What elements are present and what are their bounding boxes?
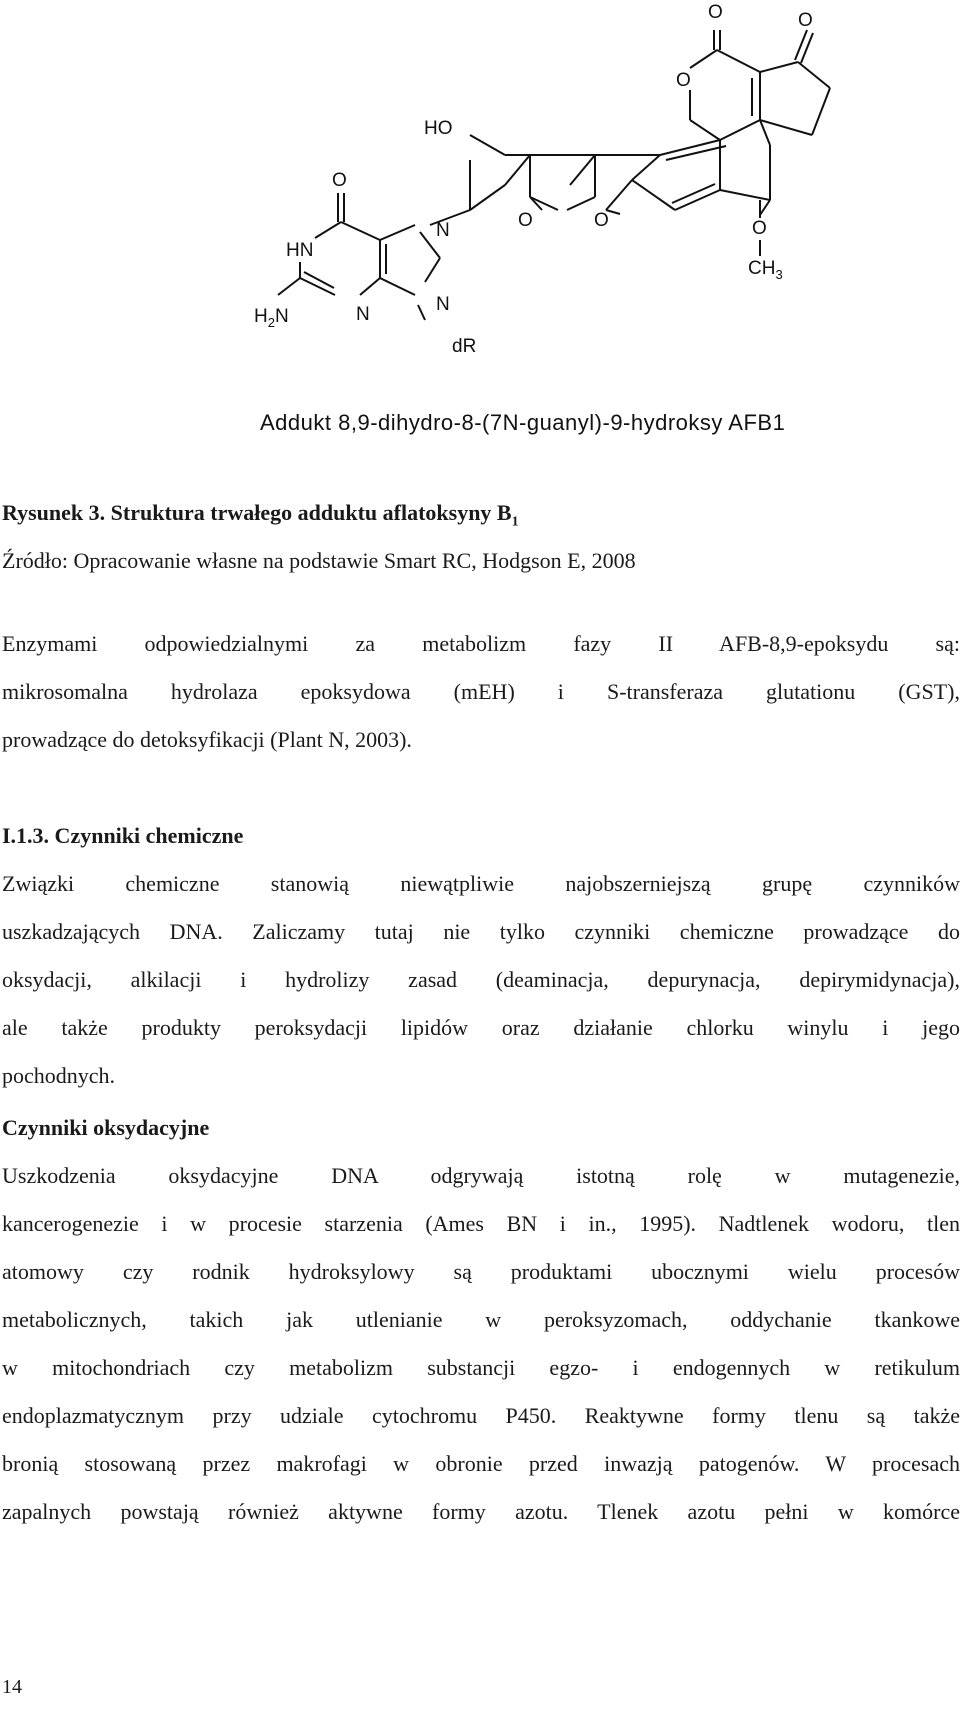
atom-o: O xyxy=(518,210,533,231)
paragraph-chemical-factors xyxy=(2,860,960,1100)
text-line: mikrosomalna hydrolaza epoksydowa (mEH) i S-transferaza glutationu (GST), xyxy=(2,679,960,704)
text-line: Uszkodzenia oksydacyjne DNA odgrywają istotną rolę w mutagenezie, xyxy=(2,1163,960,1188)
paragraph-oxidative xyxy=(2,1152,960,1536)
subheading-oxidative: Czynniki oksydacyjne xyxy=(2,1115,210,1140)
text-line: zapalnych powstają również aktywne formy azotu. Tlenek azotu pełni w komórce xyxy=(2,1499,960,1524)
text-line: Enzymami odpowiedzialnymi za metabolizm fazy II AFB-8,9-epoksydu są: xyxy=(2,631,960,656)
text-line: kancerogenezie i w procesie starzenia (Ames BN i in., 1995). Nadtlenek wodoru, tlen xyxy=(2,1211,960,1236)
text-line: bronią stosowaną przez makrofagi w obronie przed inwazją patogenów. W procesach xyxy=(2,1451,960,1476)
text-line: endoplazmatycznym przy udziale cytochromu P450. Reaktywne formy tlenu są także xyxy=(2,1403,960,1428)
atom-n: N xyxy=(436,294,450,315)
atom-o: O xyxy=(332,170,347,191)
page-number: 14 xyxy=(2,1676,22,1698)
atom-h2n: $H_2N$ xyxy=(254,306,289,330)
atom-o: O xyxy=(798,10,813,31)
atom-o: O xyxy=(594,210,609,231)
compound-name: Addukt 8,9-dihydro-8-(7N-guanyl)-9-hydroksy AFB1 xyxy=(260,410,786,435)
text-line: prowadzące do detoksyfikacji (Plant N, 2003). xyxy=(2,727,412,752)
text-line: pochodnych. xyxy=(2,1063,116,1088)
atom-n: N xyxy=(436,220,450,241)
atom-hn: HN xyxy=(286,240,314,261)
figure-caption: Rysunek 3. Struktura trwałego adduktu aflatoksyny $B_1$ xyxy=(2,500,519,530)
atom-o: O xyxy=(676,70,691,91)
structure-atom-labels xyxy=(0,0,960,440)
atom-o: O xyxy=(752,218,767,239)
chemical-structure-figure xyxy=(0,0,960,440)
atom-o: O xyxy=(708,2,723,23)
atom-n: N xyxy=(356,304,370,325)
figure-source: Źródło: Opracowanie własne na podstawie Smart RC, Hodgson E, 2008 xyxy=(2,548,636,573)
text-line: uszkadzających DNA. Zaliczamy tutaj nie tylko czynniki chemiczne prowadzące do xyxy=(2,919,960,944)
text-line: oksydacji, alkilacji i hydrolizy zasad (deaminacja, depurynacja, depirymidynacja), xyxy=(2,967,960,992)
atom-ch3: $CH_3$ xyxy=(748,258,783,282)
text-line: metabolicznych, takich jak utlenianie w peroksyzomach, oddychanie tkankowe xyxy=(2,1307,960,1332)
atom-dr: dR xyxy=(452,336,477,357)
text-line: ale także produkty peroksydacji lipidów oraz działanie chlorku winylu i jego xyxy=(2,1015,960,1040)
atom-ho: HO xyxy=(424,118,453,139)
text-line: atomowy czy rodnik hydroksylowy są produktami ubocznymi wielu procesów xyxy=(2,1259,960,1284)
paragraph-metabolism xyxy=(2,620,960,764)
text-line: Związki chemiczne stanowią niewątpliwie najobszerniejszą grupę czynników xyxy=(2,871,960,896)
section-heading: I.1.3. Czynniki chemiczne xyxy=(2,823,244,848)
text-line: w mitochondriach czy metabolizm substancji egzo- i endogennych w retikulum xyxy=(2,1355,960,1380)
